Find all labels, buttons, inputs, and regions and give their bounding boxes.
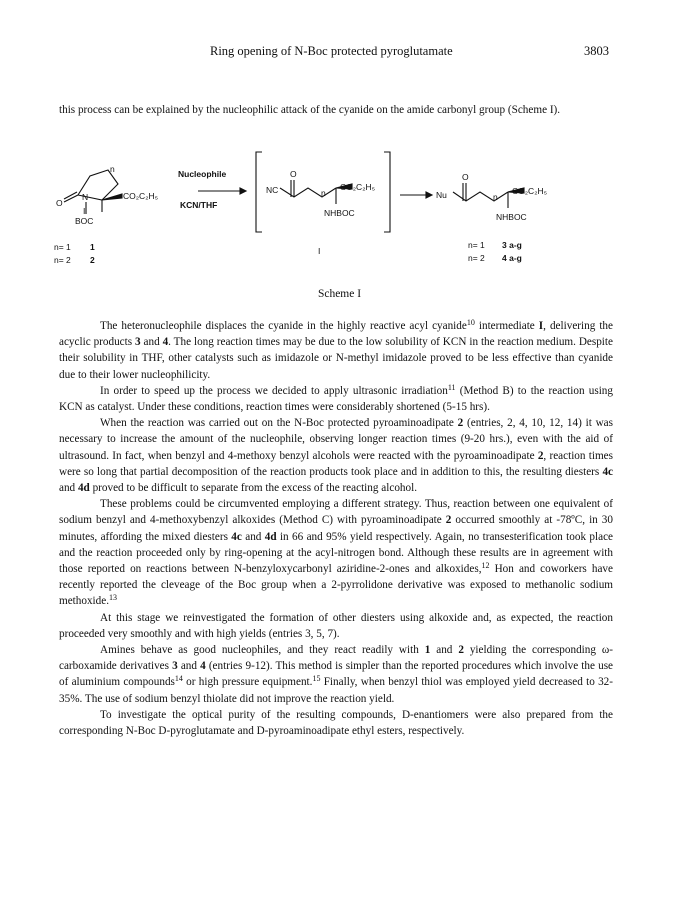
body-text (59, 318, 613, 739)
start-n1-label: n= 1 (54, 242, 71, 252)
product-ester-label: CO₂C₂H₅ (512, 186, 548, 196)
ref-10: 10 (466, 318, 475, 327)
intro-paragraph: this process can be explained by the nucleophilic attack of the cyanide on the amide carbonyl group (Scheme I). (59, 104, 561, 116)
start-n2-label: n= 2 (54, 255, 71, 265)
ref-15: 15 (312, 674, 321, 684)
scheme-caption: Scheme I (317, 288, 362, 300)
product-n1-label: n= 1 (468, 240, 485, 250)
start-carbonyl-o: O (56, 198, 63, 208)
paragraph-1: The heteronucleophile displaces the cyanide in the highly reactive acyl cyanide$^{10}$ intermediate I, delivering the acyclic products 3 and 4. The long reaction times may be due to the low solubility of KCN in the reaction medium. Despite their solubility in THF, other catalysts such as imidazole or N-methyl imidazole proved to be less effective than cyanide due to their lower nucleophilicity. (59, 318, 613, 381)
intermediate-o-label: O (290, 169, 297, 179)
start-n1-compound: 1 (90, 242, 95, 252)
scheme-i (40, 150, 640, 310)
intermediate-n-label: n (321, 188, 326, 198)
running-title: Ring opening of N-Boc protected pyroglutamate (210, 44, 453, 58)
intermediate-nc-label: NC (266, 185, 279, 195)
ref-12: 12 (481, 561, 490, 571)
reagent-nucleophile: Nucleophile (178, 169, 227, 179)
product-n1-compound: 3 a-g (502, 240, 522, 250)
product-o-label: O (462, 172, 469, 182)
ref-14: 14 (174, 674, 183, 684)
start-boc-label: BOC (75, 216, 94, 226)
start-n2-compound: 2 (90, 255, 95, 265)
paragraph-4: These problems could be circumvented employing a different strategy. Thus, reaction between one equivalent of sodium benzyl and 4-methoxybenzyl alkoxides (Method C) with pyroaminoadipate 2 occurred smoothly at -78ºC, in 30 minutes, affording the mixed diesters 4c and 4d in 66 and 95% yield respectively. Again, no transesterification took place and the reaction proceeded only by ring-opening at the acyl-nitrogen bond. Although these results are in agreement with those reported on reactions between N-benzyloxycarbonyl aziridine-2-ones and alkoxides,$^{12}$ Hon and coworkers have recently reported the cleveage of the Boc group when a 2-pyrrolidone derivative was exposed to methanolic sodium methoxide.$^{13}$ (59, 498, 614, 608)
page-header (0, 44, 679, 62)
product-n2-compound: 4 a-g (502, 253, 522, 263)
product-nu-label: Nu (436, 190, 447, 200)
product-nhboc-label: NHBOC (496, 212, 527, 222)
product-n-label: n (493, 192, 498, 202)
product-n2-label: n= 2 (468, 253, 485, 263)
start-n-substituent-bar: I (83, 206, 86, 216)
paragraph-2: In order to speed up the process we decided to apply ultrasonic irradiation$^{11}$ (Method B) to the reaction using KCN as catalyst. Under these conditions, reaction times were considerably shortened (5-15 hrs). (59, 382, 613, 414)
start-ester-label: CO₂C₂H₅ (123, 191, 159, 201)
ring-size-label: n (110, 164, 115, 174)
paragraph-7: To investigate the optical purity of the resulting compounds, D-enantiomers were also prepared from the corresponding N-Boc D-pyroglutamate and D-pyroaminoadipate ethyl esters, respectively. (59, 708, 613, 738)
intermediate-compound-label: I (318, 246, 321, 256)
reagent-kcn-thf: KCN/THF (180, 200, 218, 210)
paragraph-5: At this stage we reinvestigated the formation of other diesters using alkoxide and, as expected, the reaction proceeded very smoothly and with high yields (entries 3, 5, 7). (59, 611, 613, 640)
paragraph-3: When the reaction was carried out on the N-Boc protected pyroaminoadipate 2 (entries, 2, 4, 10, 12, 14) it was necessary to increase the amount of the nucleophile, observing longer reaction times (9-20 hrs.), even with the aid of ultrasound. In fact, when benzyl and 4-methoxy benzyl alcohols were reacted with the pyroaminoadipate 2, reaction times were so long that partial decomposition of the reaction products took place and in addition to this, the resulting diesters 4c and 4d proved to be difficult to separate from the excess of the reacting alcohol. (59, 417, 614, 495)
paragraph-6: Amines behave as good nucleophiles, and they react readily with 1 and 2 yielding the corresponding ω-carboxamide derivatives 3 and 4 (entries 9-12). This method is simpler than the reported procedures which involve the use of aluminium compounds$^{14}$ or high pressure equipment.$^{15}$ Finally, when benzyl thiol was employed yield decreased to 32-35%. The use of sodium benzyl thiolate did not improve the reaction yield. (59, 644, 614, 705)
page-number: 3803 (584, 44, 609, 58)
ref-11: 11 (447, 382, 456, 392)
intermediate-nhboc-label: NHBOC (324, 208, 355, 218)
ref-13: 13 (109, 593, 118, 603)
start-nitrogen-label: N (82, 192, 89, 202)
reaction-scheme-drawing (40, 150, 640, 290)
intermediate-ester-label: CO₂C₂H₅ (340, 182, 376, 192)
